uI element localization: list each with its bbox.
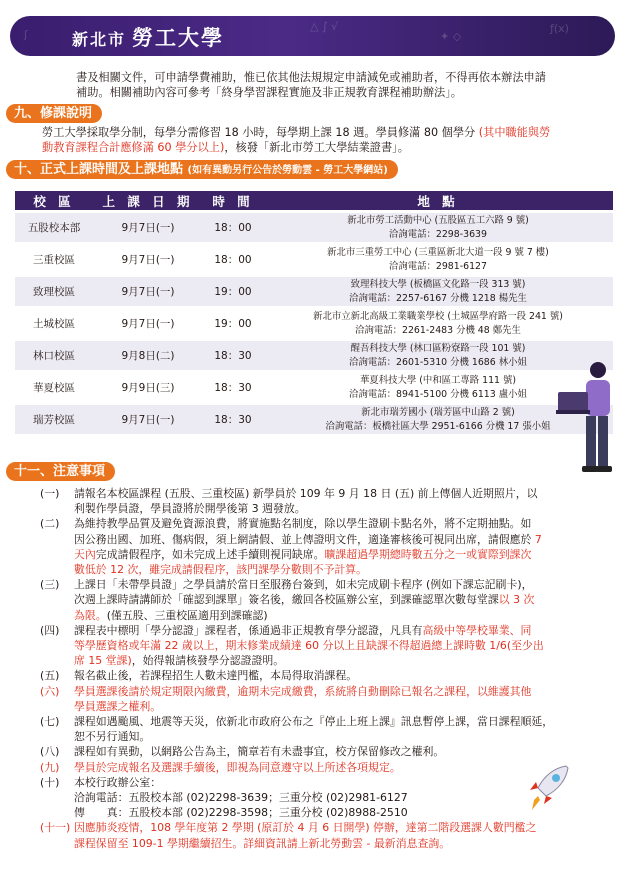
math-decoration: ƒ(x): [550, 22, 569, 35]
table-row: [15, 373, 613, 402]
time-cell: 18：00: [203, 245, 263, 274]
list-item: (十) 本校行政辦公室： 洽詢電話：五股校本部 (02)2298-3639；三重分校 (02)2981-6127 傳 真：五股校本部 (02)2298-3598；三重分校 (02)8988-2510: [40, 775, 408, 820]
section-9-body: 勞工大學採取學分制，每學分需修習 18 小時，每學期上課 18 週。學員修滿 80 個學分 (其中職能與勞 動教育課程合計應修滿 60 學分以上)，核發「新北市勞工大學結業證書」。: [42, 126, 551, 154]
section-10-heading: 十、正式上課時間及上課地點 (如有異動另行公告於勞動雲 - 勞工大學網站): [6, 160, 398, 179]
list-item: (九) 學員於完成報名及選課手續後，即視為同意遵守以上所述各項規定。: [40, 760, 401, 774]
col-header-time: 時 間: [203, 191, 263, 210]
col-header-date: 上 課 日 期: [93, 191, 203, 210]
time-cell: 19：00: [203, 309, 263, 338]
location-cell: 新北市三重勞工中心 (三重區新北大道一段 9 號 7 樓) 洽詢電話：2981-6127: [263, 245, 613, 274]
date-cell: 9月7日(一): [93, 277, 203, 306]
location-cell: 華夏科技大學 (中和區工專路 111 號) 洽詢電話：8941-5100 分機 6113 盧小姐: [263, 373, 613, 402]
time-cell: 18：30: [203, 405, 263, 434]
table-row: [15, 277, 613, 306]
text-line: 書及相關文件，可申請學費補助，惟已依其他法規規定申請減免或補助者，不得再依本辦法申請: [76, 71, 546, 84]
col-header-campus: 校 區: [15, 191, 93, 210]
location-cell: 新北市瑞芳國小 (瑞芳區中山路 2 號) 洽詢電話：板橋社區大學 2951-6166 分機 17 張小姐: [263, 405, 613, 434]
list-item: (二) 為維持教學品質及避免資源浪費，將實施點名制度，除以學生證刷卡點名外，將不定期抽點。如 因公務出國、加班、傷病假，須上網請假、並上傳證明文件，適逢審核後可視同出席，請假應於 7 天內完成請假程序，如未完成上述手續則視同缺席。曠課超過學期總時數五分之一或實際到課次 數低於 12 次，雖完成請假程序，該門課學分數則不予計算。: [40, 517, 542, 577]
table-row: [15, 405, 613, 434]
rocket-illustration: [518, 760, 574, 816]
date-cell: 9月7日(一): [93, 213, 203, 242]
campus-cell: 致理校區: [15, 277, 93, 306]
campus-cell: 五股校本部: [15, 213, 93, 242]
list-item: (十一) 因應肺炎疫情，108 學年度第 2 學期 (原訂於 4 月 6 日開學) 停辦，達第二階段選課人數門檻之 課程保留至 109-1 學期繼續招生。詳細資訊請上新北勞動雲 - 最新消息查詢。: [40, 821, 537, 850]
list-item: (四) 課程表中標明「學分認證」課程者，係通過非正規教育學分認證，凡具有高級中等學校畢業、同 等學歷資格或年滿 22 歲以上，期末修業成績達 60 分以上且缺課不得超過總上課時數 1/6(至少出 席 15 堂課)，始得報請核發學分認證證明。: [40, 623, 544, 668]
date-cell: 9月8日(二): [93, 341, 203, 370]
table-row: [15, 341, 613, 370]
location-cell: 致理科技大學 (板橋區文化路一段 313 號) 洽詢電話：2257-6167 分機 1218 楊先生: [263, 277, 613, 306]
time-cell: 18：30: [203, 341, 263, 370]
campus-cell: 華夏校區: [15, 373, 93, 402]
list-item: (七) 課程如遇颱風、地震等天災，依新北市政府公布之『停止上班上課』訊息暫停上課，當日課程順延， 恕不另行通知。: [40, 715, 554, 744]
list-item: (三) 上課日「未帶學員證」之學員請於當日至服務台簽到，如未完成刷卡程序 (例如下課忘記刷卡)， 次週上課時請講師於「確認到課單」簽名後，繳回各校區辦公室，到課確認單次數每堂課以 3 次 為限。(僅五股、三重校區適用到課確認): [40, 578, 535, 622]
col-header-location: 地 點: [263, 191, 613, 210]
list-item: (一) 請報名本校區課程 (五股、三重校區) 新學員於 109 年 9 月 18 日 (五) 前上傳個人近期照片，以 利製作學員證，學員證將於開學後第 3 週發放。: [40, 487, 538, 516]
campus-cell: 瑞芳校區: [15, 405, 93, 434]
page-title: 新北市 勞工大學: [72, 26, 225, 50]
list-item: (五) 報名截止後，若課程招生人數未達門檻，本局得取消課程。: [40, 669, 358, 683]
schedule-table: [15, 188, 613, 437]
location-cell: 新北市勞工活動中心 (五股區五工六路 9 號) 洽詢電話：2298-3639: [263, 213, 613, 242]
location-cell: 醒吾科技大學 (林口區粉寮路一段 101 號) 洽詢電話：2601-5310 分機 1686 林小姐: [263, 341, 613, 370]
text-line: 補助。相關補助內容可參考「終身學習課程實施及非正規教育課程補助辦法」。: [76, 86, 462, 99]
table-row: [15, 309, 613, 338]
date-cell: 9月7日(一): [93, 245, 203, 274]
campus-cell: 土城校區: [15, 309, 93, 338]
header-banner: [10, 16, 615, 56]
list-item: (八) 課程如有異動，以網路公告為主，簡章若有未盡事宜，校方保留修改之權利。: [40, 745, 445, 759]
campus-cell: 三重校區: [15, 245, 93, 274]
person-with-laptop-illustration: [556, 358, 616, 476]
date-cell: 9月9日(三): [93, 373, 203, 402]
math-decoration: △ ∫ √: [310, 20, 339, 33]
table-row: [15, 245, 613, 274]
table-header-row: [15, 191, 613, 210]
date-cell: 9月7日(一): [93, 405, 203, 434]
time-cell: 18：30: [203, 373, 263, 402]
campus-cell: 林口校區: [15, 341, 93, 370]
section-11-heading: 十一、注意事項: [6, 462, 115, 481]
math-decoration: ✦ ◇: [440, 30, 462, 43]
table-row: [15, 213, 613, 242]
time-cell: 19：00: [203, 277, 263, 306]
intro-paragraph: [76, 70, 546, 100]
math-decoration: ʃ: [24, 28, 28, 41]
time-cell: 18：00: [203, 213, 263, 242]
date-cell: 9月7日(一): [93, 309, 203, 338]
location-cell: 新北市立新北高級工業職業學校 (土城區學府路一段 241 號) 洽詢電話：2261-2483 分機 48 鄭先生: [263, 309, 613, 338]
section-9-heading: 九、修課說明: [6, 104, 102, 123]
list-item: (六) 學員選課後請於規定期限內繳費，逾期未完成繳費，系統將自動刪除已報名之課程，以維護其他 學員選課之權利。: [40, 684, 532, 713]
